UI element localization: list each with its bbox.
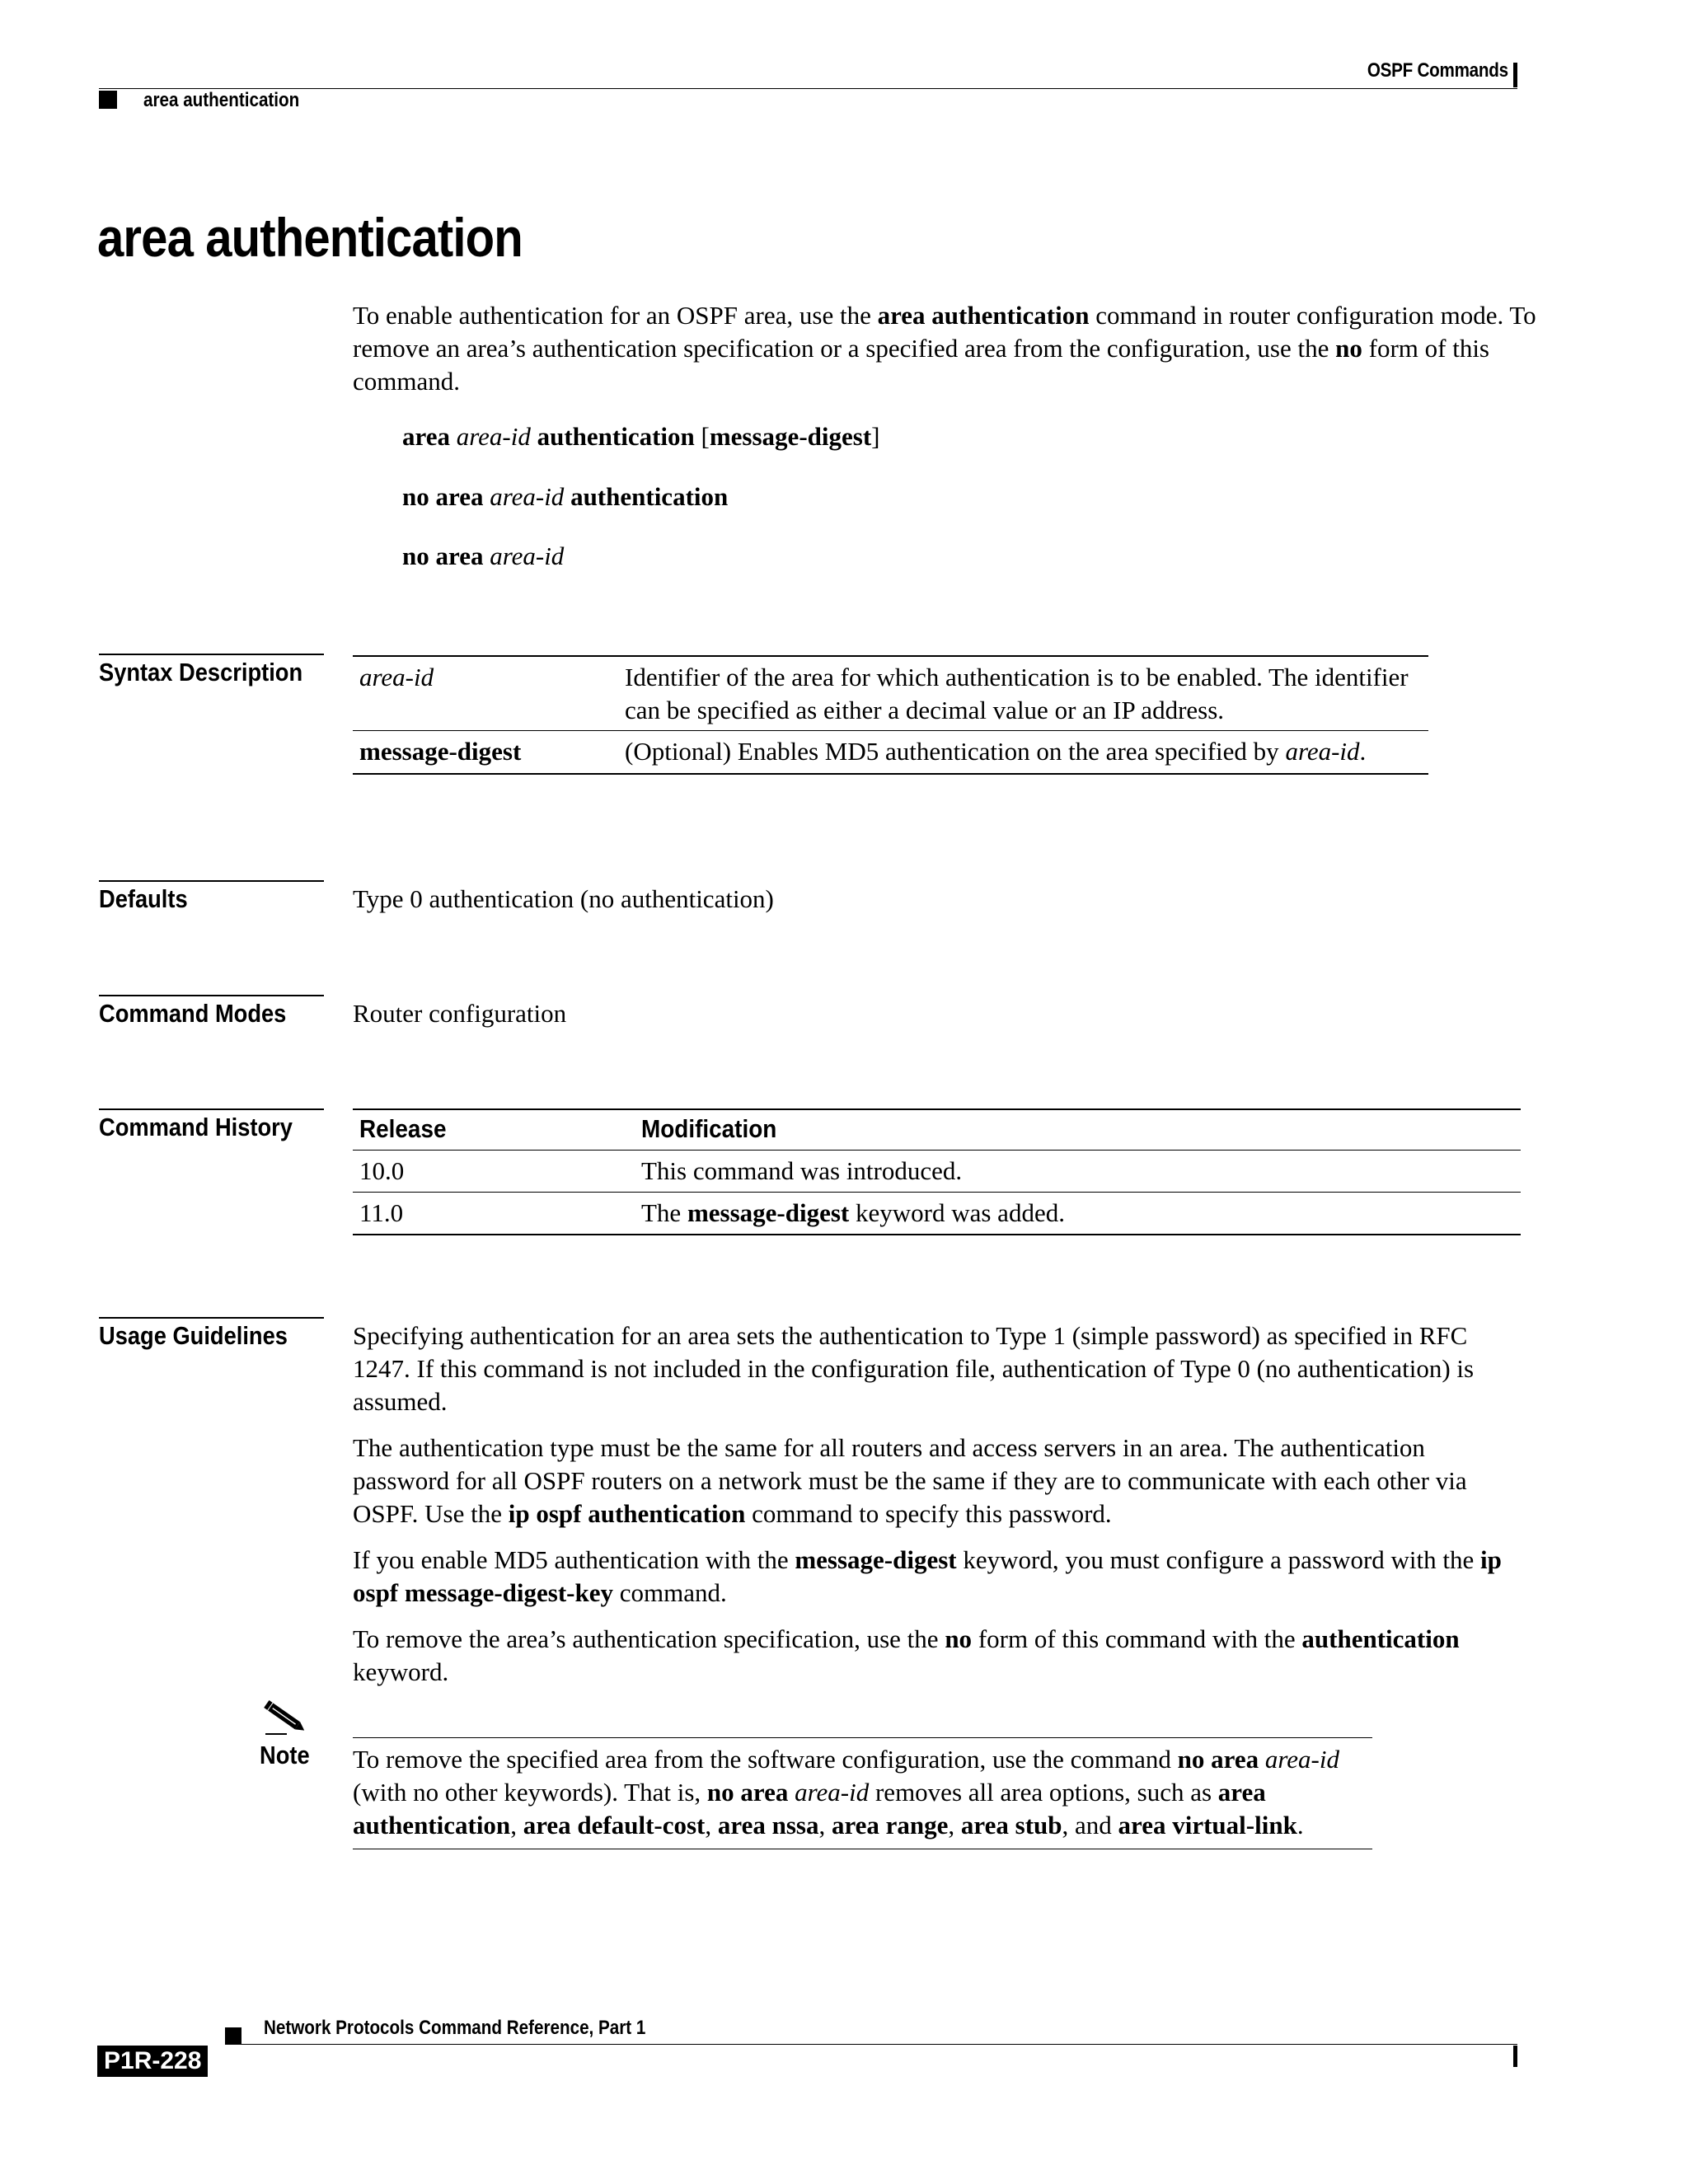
table-row — [353, 731, 1428, 773]
syntax-description-table — [353, 655, 1428, 775]
column-header-release: Release — [359, 1114, 447, 1143]
usage-paragraph-2: The authentication type must be the same for all routers and access servers in an area. The authentication password for all OSPF routers on a network must be the same if they are to communicate with each other via OSPF. Use the ip ospf authentication command to specify this password. — [353, 1433, 1467, 1528]
section-label-defaults: Defaults — [99, 884, 188, 913]
section-label-command-history: Command History — [99, 1113, 293, 1141]
footer-book-title: Network Protocols Command Reference, Part 1 — [264, 2017, 646, 2039]
table-header-row — [353, 1110, 1521, 1150]
table-bottom-rule — [353, 1234, 1521, 1235]
syntax-term: area-id — [359, 663, 434, 691]
header-bar-mark — [1513, 63, 1517, 87]
footer-rule — [225, 2044, 1517, 2045]
defaults-text: Type 0 authentication (no authentication) — [353, 884, 774, 913]
section-label-command-modes: Command Modes — [99, 999, 287, 1028]
section-rule — [99, 880, 324, 882]
table-row — [353, 1151, 1521, 1192]
column-header-modification: Modification — [641, 1114, 777, 1143]
release-cell: 10.0 — [359, 1156, 405, 1185]
syntax-term: message-digest — [359, 737, 522, 766]
page-number: P1R-228 — [97, 2046, 208, 2077]
note-box — [353, 1737, 1372, 1849]
section-rule — [99, 1317, 324, 1319]
section-label-usage-guidelines: Usage Guidelines — [99, 1321, 288, 1350]
intro-paragraph: To enable authentication for an OSPF area, use the area authentication command in router configuration mode. To remove an area’s authentication specification or a specified area from the configuration, use the no form of this command. — [353, 301, 1536, 396]
syntax-line-1: area area-id authentication [message-digest] — [402, 422, 880, 451]
pencil-icon — [262, 1699, 308, 1740]
table-row — [353, 657, 1428, 730]
usage-paragraph-4: To remove the area’s authentication specification, use the no form of this command with the authentication keyword. — [353, 1624, 1460, 1686]
syntax-line-2: no area area-id authentication — [402, 482, 729, 511]
header-rule — [99, 88, 1517, 89]
note-text: To remove the specified area from the software configuration, use the command no area area-id (with no other keywords). That is, no area area-id removes all area options, such as area authentication, area default-cost, area nssa, area range, area stub, and area virtual-link. — [353, 1745, 1339, 1840]
modification-cell: This command was introduced. — [641, 1156, 963, 1185]
syntax-line-3: no area area-id — [402, 541, 565, 570]
running-header-chapter: OSPF Commands — [1367, 59, 1508, 82]
note-label: Note — [260, 1741, 310, 1769]
table-bottom-rule — [353, 773, 1428, 775]
release-cell: 11.0 — [359, 1198, 404, 1227]
syntax-desc: Identifier of the area for which authentication is to be enabled. The identifier can be specified as either a decimal value or an IP address. — [625, 663, 1409, 724]
modification-cell: The message-digest keyword was added. — [641, 1198, 1065, 1227]
usage-paragraph-3: If you enable MD5 authentication with the message-digest keyword, you must configure a password with the ip ospf message-digest-key command. — [353, 1545, 1502, 1607]
usage-guidelines-body — [353, 1319, 1527, 1702]
syntax-desc: (Optional) Enables MD5 authentication on the area specified by area-id. — [625, 737, 1367, 766]
section-rule — [99, 654, 324, 655]
table-row — [353, 1193, 1521, 1234]
section-rule — [99, 995, 324, 996]
section-label-syntax-description: Syntax Description — [99, 658, 303, 687]
header-square-mark — [99, 91, 117, 109]
footer-bar-mark — [1513, 2046, 1517, 2067]
footer-square-mark — [225, 2027, 241, 2044]
command-modes-text: Router configuration — [353, 999, 567, 1028]
usage-paragraph-1: Specifying authentication for an area sets the authentication to Type 1 (simple password) as specified in RFC 1247. If this command is not included in the configuration file, authentication of Type 0 (no authentication) is assumed. — [353, 1321, 1475, 1416]
page-title: area authentication — [97, 207, 523, 268]
section-rule — [99, 1108, 324, 1110]
running-header-section: area authentication — [143, 89, 300, 111]
command-history-table — [353, 1108, 1521, 1235]
